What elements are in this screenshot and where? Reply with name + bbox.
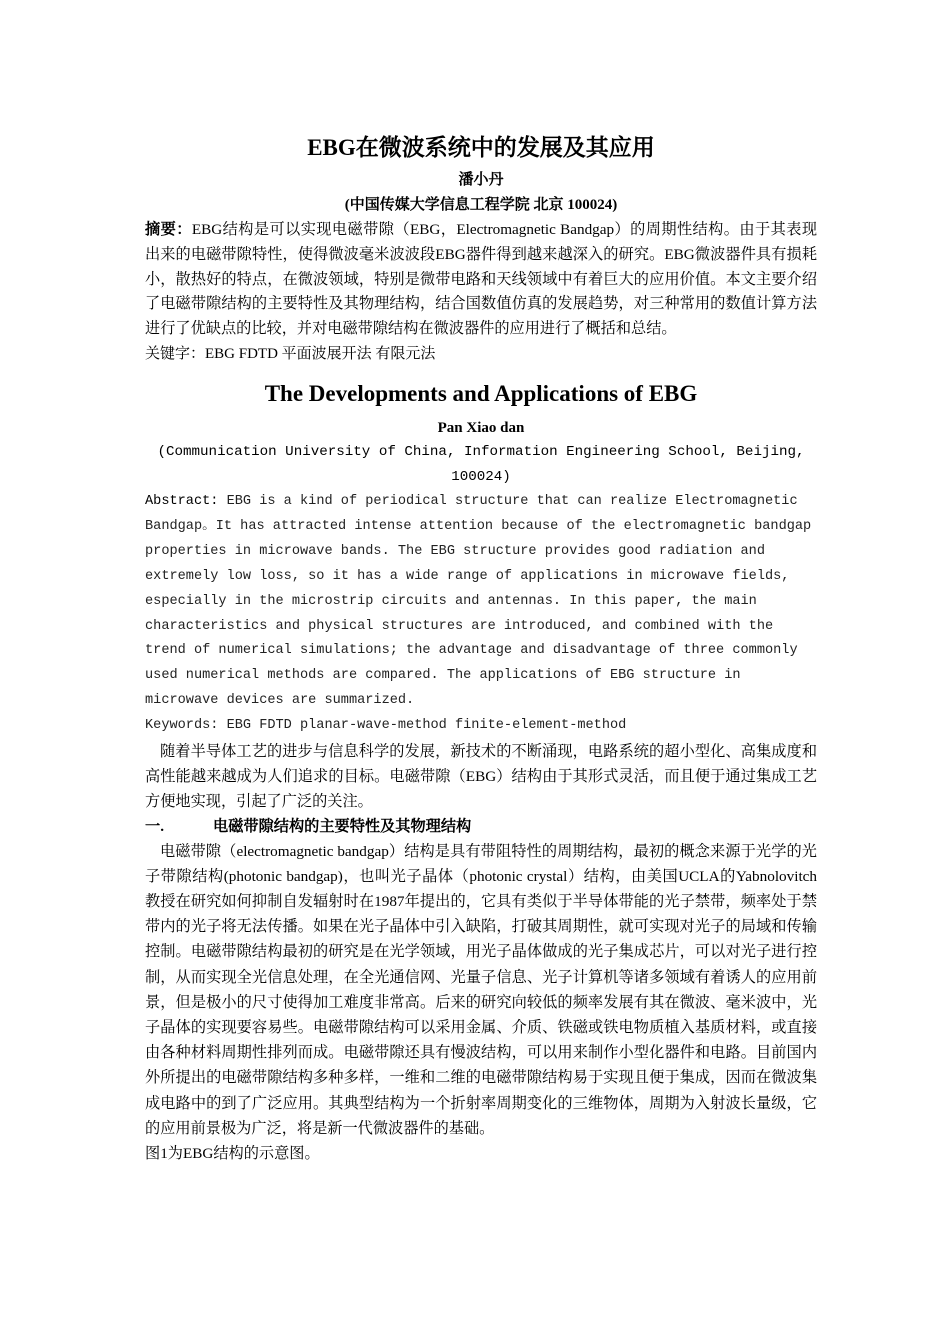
author-en: Pan Xiao dan bbox=[437, 419, 525, 436]
section-number: 一. bbox=[145, 817, 164, 835]
abstract-cn-text: EBG结构是可以实现电磁带隙（EBG，Electromagnetic Bandgap）的周期性结构。由于其表现出来的电磁带隙特性，使得微波毫米波波段EBG器件得到越来越深入的研究。EBG微波器件具有损耗小，散热好的特点，在微波领域，特别是微带电路和天线领域中有着巨大的应用价值。本文主要介绍了电磁带隙结构的主要特性及其物理结构，结合国数值仿真的发展趋势，对三种常用的数值计算方法进行了优缺点的比较，并对电磁带隙结构在微波器件的应用进行了概括和总结。 bbox=[145, 221, 818, 338]
keywords-cn: 关键字：EBG FDTD 平面波展开法 有限元法 bbox=[145, 345, 436, 362]
abstract-cn-label: 摘要： bbox=[145, 221, 192, 238]
intro-paragraph: 随着半导体工艺的进步与信息科学的发展，新技术的不断涌现，电路系统的超小型化、高集成度和高性能越来越成为人们追求的目标。电磁带隙（EBG）结构由于其形式灵活，而且便于通过集成工艺方便地实现，引起了广泛的关注。 bbox=[145, 743, 817, 811]
abstract-cn bbox=[145, 218, 817, 342]
paper-title-cn: EBG在微波系统中的发展及其应用 bbox=[307, 135, 655, 160]
affiliation-en: (Communication University of China, Information Engineering School, Beijing, 100024) bbox=[157, 443, 805, 485]
author-cn: 潘小丹 bbox=[458, 172, 504, 188]
section-title: 电磁带隙结构的主要特性及其物理结构 bbox=[213, 817, 472, 835]
abstract-en bbox=[145, 490, 817, 714]
abstract-en-text: EBG is a kind of periodical structure that can realize Electromagnetic Bandgap。It has attracted intense attention because of the electromagnetic bandgap properties in microwave bands. The EBG structure provides good radiation and extremely low loss, so it has a wide range of applications in microwave fields, especially in the microstrip circuits and antennas. In this paper, the main characteristics and physical structures are introduced, and combined with the trend of numerical simulations; the advantage and disadvantage of three commonly used numerical methods are compared. The applications of EBG structure in microwave devices are summarized. bbox=[145, 493, 812, 709]
affiliation-cn: (中国传媒大学信息工程学院 北京 100024) bbox=[344, 197, 618, 213]
paper-title-en: The Developments and Applications of EBG bbox=[264, 380, 698, 406]
section-paragraph: 电磁带隙（electromagnetic bandgap）结构是具有带阻特性的周期结构，最初的概念来源于光学的光子带隙结构(photonic bandgap)，也叫光子晶体（photonic crystal）结构，由美国UCLA的Yabnolovitch教授在研究如何抑制自发辐射时在1987年提出的，它具有类似于半导体带能的光子禁带，频率处于禁带内的光子将无法传播。如果在光子晶体中引入缺陷，打破其周期性，就可实现对光子的局域和传输控制。电磁带隙结构最初的研究是在光学领域，用光子晶体做成的光子集成芯片，可以对光子进行控制，从而实现全光信息处理，在全光通信网、光量子信息、光子计算机等诸多领域有着诱人的应用前景，但是极小的尺寸使得加工难度非常高。后来的研究向较低的频率发展有其在微波、毫米波中，光子晶体的实现要容易些。电磁带隙结构可以采用金属、介质、铁磁或铁电物质植入基质材料，或直接由各种材料周期性排列而成。电磁带隙还具有慢波结构，可以用来制作小型化器件和电路。目前国内外所提出的电磁带隙结构多种多样，一维和二维的电磁带隙结构易于实现且便于集成，因而在微波集成电路中的到了广泛应用。其典型结构为一个折射率周期变化的三维物体，周期为入射波长量级，它的应用前景极为广泛，将是新一代微波器件的基础。 bbox=[145, 842, 817, 1137]
section-heading bbox=[145, 815, 817, 839]
figure-reference: 图1为EBG结构的示意图。 bbox=[145, 1145, 320, 1163]
abstract-en-label: Abstract: bbox=[145, 493, 219, 509]
document-page bbox=[145, 128, 817, 1166]
keywords-en: Keywords: EBG FDTD planar-wave-method finite-element-method bbox=[145, 718, 627, 734]
